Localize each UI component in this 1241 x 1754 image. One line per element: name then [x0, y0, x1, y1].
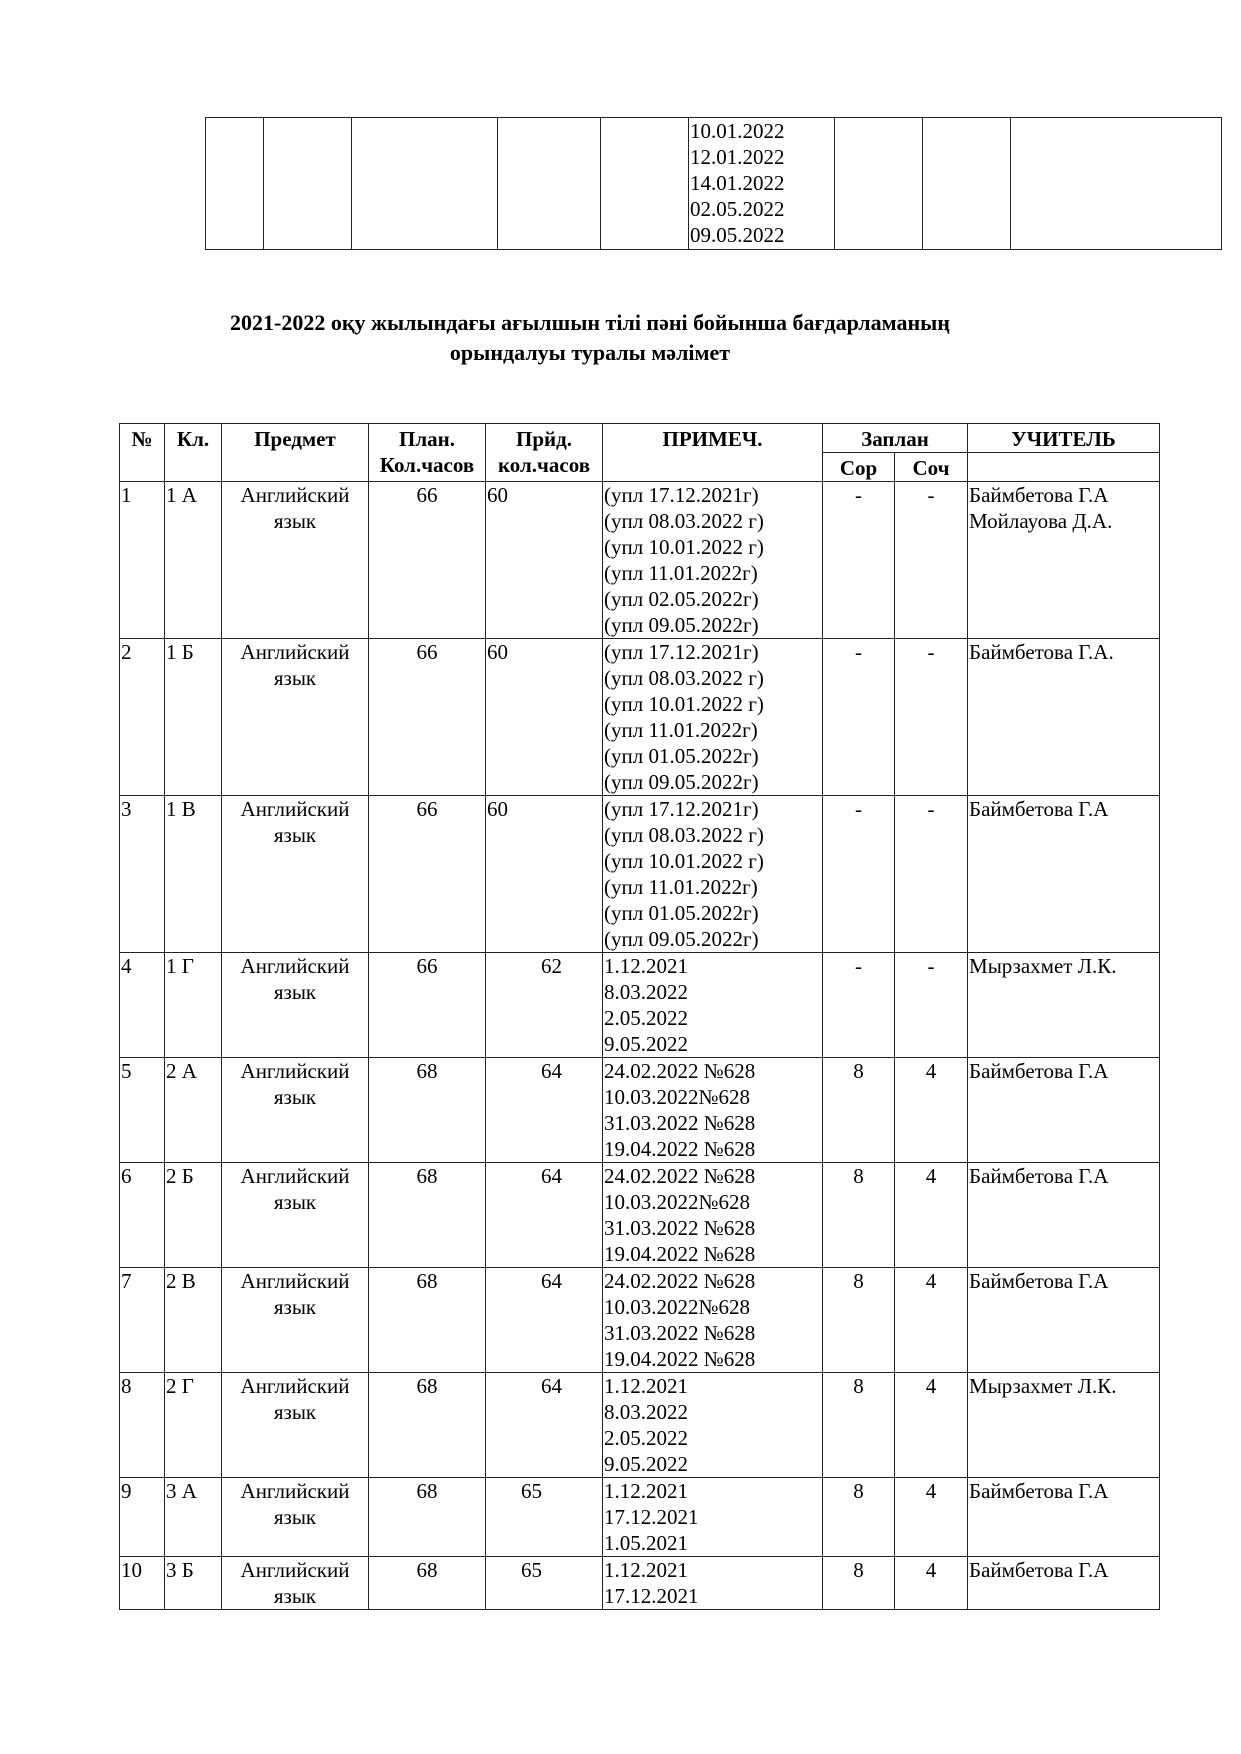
header-teacher-blank: [968, 453, 1160, 482]
note-line: 9.05.2022: [604, 1032, 688, 1056]
table-row: [120, 1163, 1160, 1268]
subject-line: язык: [273, 980, 317, 1004]
table-row: [206, 118, 1222, 250]
row-subject: [222, 1557, 369, 1610]
row-soch: 4: [895, 1557, 968, 1610]
subject-line: язык: [273, 666, 317, 690]
row-class: 2 Г: [165, 1373, 222, 1478]
row-note: [603, 482, 823, 639]
row-planned-hours: 68: [369, 1373, 486, 1478]
row-completed-hours: 60: [486, 796, 603, 953]
row-soch: -: [895, 482, 968, 639]
row-planned-hours: 68: [369, 1268, 486, 1373]
row-subject: [222, 1478, 369, 1557]
teacher-line: Баймбетова Г.А: [969, 483, 1109, 507]
subject-line: язык: [273, 1295, 317, 1319]
row-completed-hours: 60: [486, 639, 603, 796]
note-line: 1.12.2021: [604, 1558, 688, 1582]
row-planned-hours: 68: [369, 1557, 486, 1610]
note-line: 2.05.2022: [604, 1426, 688, 1450]
row-planned-hours: 66: [369, 639, 486, 796]
row-sor: 8: [823, 1478, 895, 1557]
row-class: 2 А: [165, 1058, 222, 1163]
subject-line: язык: [273, 1505, 317, 1529]
note-line: (упл 11.01.2022г): [604, 561, 758, 585]
subject-line: Английский: [240, 954, 350, 978]
row-soch: -: [895, 796, 968, 953]
note-line: 24.02.2022 №628: [604, 1269, 756, 1293]
note-line: 31.03.2022 №628: [604, 1216, 756, 1240]
row-note: [603, 1163, 823, 1268]
row-subject: [222, 796, 369, 953]
subject-line: язык: [273, 823, 317, 847]
table-cell: [264, 118, 352, 250]
table-row: [120, 1557, 1160, 1610]
subject-line: язык: [273, 1400, 317, 1424]
continued-table: [205, 117, 1222, 250]
note-line: 24.02.2022 №628: [604, 1059, 756, 1083]
row-class: 1 А: [165, 482, 222, 639]
note-line: 19.04.2022 №628: [604, 1242, 756, 1266]
subject-line: Английский: [240, 1059, 350, 1083]
row-number: 10: [120, 1557, 165, 1610]
note-line: (упл 17.12.2021г): [604, 483, 759, 507]
note-line: (упл 17.12.2021г): [604, 640, 759, 664]
table-cell: [206, 118, 264, 250]
teacher-line: Баймбетова Г.А: [969, 1059, 1109, 1083]
row-sor: 8: [823, 1557, 895, 1610]
table-row: [120, 1058, 1160, 1163]
row-subject: [222, 1058, 369, 1163]
note-line: 8.03.2022: [604, 980, 688, 1004]
date-line: 10.01.2022: [690, 119, 785, 143]
row-soch: 4: [895, 1373, 968, 1478]
table-row: [120, 1373, 1160, 1478]
teacher-line: Баймбетова Г.А: [969, 1269, 1109, 1293]
note-line: 1.05.2021: [604, 1531, 688, 1555]
row-soch: 4: [895, 1268, 968, 1373]
row-soch: 4: [895, 1478, 968, 1557]
row-class: 3 Б: [165, 1557, 222, 1610]
table-row: [120, 796, 1160, 953]
note-line: 10.03.2022№628: [604, 1295, 751, 1319]
row-soch: 4: [895, 1058, 968, 1163]
header-num: №: [120, 424, 165, 482]
note-line: (упл 08.03.2022 г): [604, 666, 764, 690]
row-teacher: [968, 482, 1160, 639]
row-completed-hours: 64: [486, 1058, 603, 1163]
table-cell: [835, 118, 923, 250]
row-number: 6: [120, 1163, 165, 1268]
note-line: (упл 09.05.2022г): [604, 927, 759, 951]
note-line: (упл 10.01.2022 г): [604, 535, 764, 559]
row-note: [603, 1478, 823, 1557]
row-sor: -: [823, 639, 895, 796]
subject-line: Английский: [240, 640, 350, 664]
row-subject: [222, 639, 369, 796]
row-subject: [222, 953, 369, 1058]
note-line: (упл 01.05.2022г): [604, 744, 759, 768]
note-line: 8.03.2022: [604, 1400, 688, 1424]
row-soch: -: [895, 953, 968, 1058]
subject-line: Английский: [240, 797, 350, 821]
row-soch: 4: [895, 1163, 968, 1268]
row-number: 4: [120, 953, 165, 1058]
note-line: 10.03.2022№628: [604, 1085, 751, 1109]
row-teacher: [968, 1373, 1160, 1478]
row-completed-hours: 64: [486, 1163, 603, 1268]
header-soch: Соч: [895, 453, 968, 482]
row-note: [603, 639, 823, 796]
subject-line: язык: [273, 1190, 317, 1214]
note-line: 17.12.2021: [604, 1505, 699, 1529]
note-line: 2.05.2022: [604, 1006, 688, 1030]
row-sor: -: [823, 482, 895, 639]
row-planned-hours: 68: [369, 1163, 486, 1268]
row-class: 3 А: [165, 1478, 222, 1557]
table-row: [120, 639, 1160, 796]
document-title: [120, 308, 1060, 368]
table-cell: [498, 118, 601, 250]
table-row: [120, 953, 1160, 1058]
subject-line: Английский: [240, 1269, 350, 1293]
note-line: 1.12.2021: [604, 1479, 688, 1503]
row-completed-hours: 60: [486, 482, 603, 639]
row-sor: 8: [823, 1163, 895, 1268]
row-number: 5: [120, 1058, 165, 1163]
note-line: (упл 08.03.2022 г): [604, 509, 764, 533]
note-line: 31.03.2022 №628: [604, 1111, 756, 1135]
dates-cell: [689, 118, 835, 250]
table-row: [120, 482, 1160, 639]
teacher-line: Мырзахмет Л.К.: [969, 1374, 1117, 1398]
teacher-line: Баймбетова Г.А: [969, 1164, 1109, 1188]
header-subject: Предмет: [222, 424, 369, 482]
row-class: 2 Б: [165, 1163, 222, 1268]
note-line: 1.12.2021: [604, 1374, 688, 1398]
row-completed-hours: 64: [486, 1373, 603, 1478]
row-teacher: [968, 1058, 1160, 1163]
teacher-line: Баймбетова Г.А.: [969, 640, 1114, 664]
row-teacher: [968, 796, 1160, 953]
row-note: [603, 796, 823, 953]
row-completed-hours: 64: [486, 1268, 603, 1373]
row-class: 1 В: [165, 796, 222, 953]
header-sor: Сор: [823, 453, 895, 482]
row-completed-hours: 65: [486, 1557, 603, 1610]
note-line: 19.04.2022 №628: [604, 1347, 756, 1371]
note-line: 17.12.2021: [604, 1584, 699, 1608]
subject-line: Английский: [240, 1164, 350, 1188]
program-completion-table: [119, 423, 1160, 1610]
row-planned-hours: 68: [369, 1058, 486, 1163]
row-number: 9: [120, 1478, 165, 1557]
row-number: 1: [120, 482, 165, 639]
row-teacher: [968, 639, 1160, 796]
teacher-line: Баймбетова Г.А: [969, 1479, 1109, 1503]
row-sor: -: [823, 953, 895, 1058]
table-cell: [923, 118, 1011, 250]
header-note: ПРИМЕЧ.: [603, 424, 823, 482]
row-teacher: [968, 1163, 1160, 1268]
subject-line: Английский: [240, 1374, 350, 1398]
date-line: 09.05.2022: [690, 223, 785, 247]
row-subject: [222, 1268, 369, 1373]
header-class: Кл.: [165, 424, 222, 482]
note-line: 9.05.2022: [604, 1452, 688, 1476]
subject-line: Английский: [240, 483, 350, 507]
row-note: [603, 1268, 823, 1373]
table-row: [120, 1268, 1160, 1373]
note-line: 24.02.2022 №628: [604, 1164, 756, 1188]
date-line: 02.05.2022: [690, 197, 785, 221]
note-line: (упл 10.01.2022 г): [604, 692, 764, 716]
table-cell: [601, 118, 689, 250]
row-note: [603, 1058, 823, 1163]
table-body: [120, 482, 1160, 1610]
table-cell: [352, 118, 498, 250]
note-line: (упл 01.05.2022г): [604, 901, 759, 925]
row-sor: 8: [823, 1373, 895, 1478]
row-number: 8: [120, 1373, 165, 1478]
title-line-2: орындалуы туралы мәлімет: [449, 340, 731, 365]
row-note: [603, 1373, 823, 1478]
subject-line: язык: [273, 509, 317, 533]
header-completed-hours: Прйд. кол.часов: [486, 424, 603, 482]
header-row: [120, 424, 1160, 453]
subject-line: язык: [273, 1584, 317, 1608]
note-line: (упл 09.05.2022г): [604, 770, 759, 794]
row-planned-hours: 66: [369, 953, 486, 1058]
date-line: 14.01.2022: [690, 171, 785, 195]
note-line: 31.03.2022 №628: [604, 1321, 756, 1345]
row-subject: [222, 1373, 369, 1478]
subject-line: язык: [273, 1085, 317, 1109]
row-planned-hours: 66: [369, 796, 486, 953]
row-teacher: [968, 1557, 1160, 1610]
table-cell: [1011, 118, 1222, 250]
row-note: [603, 1557, 823, 1610]
header-teacher: УЧИТЕЛЬ: [968, 424, 1160, 453]
note-line: 19.04.2022 №628: [604, 1137, 756, 1161]
table-row: [120, 1478, 1160, 1557]
row-class: 2 В: [165, 1268, 222, 1373]
title-line-1: 2021-2022 оқу жылындағы ағылшын тілі пәні бойынша бағдарламаның: [230, 310, 950, 335]
header-zaplan: Заплан: [823, 424, 968, 453]
row-class: 1 Б: [165, 639, 222, 796]
teacher-line: Баймбетова Г.А: [969, 797, 1109, 821]
row-number: 7: [120, 1268, 165, 1373]
row-sor: -: [823, 796, 895, 953]
note-line: (упл 10.01.2022 г): [604, 849, 764, 873]
row-class: 1 Г: [165, 953, 222, 1058]
note-line: (упл 11.01.2022г): [604, 875, 758, 899]
row-number: 3: [120, 796, 165, 953]
row-subject: [222, 482, 369, 639]
row-completed-hours: 62: [486, 953, 603, 1058]
row-subject: [222, 1163, 369, 1268]
subject-line: Английский: [240, 1479, 350, 1503]
teacher-line: Баймбетова Г.А: [969, 1558, 1109, 1582]
row-number: 2: [120, 639, 165, 796]
row-note: [603, 953, 823, 1058]
row-sor: 8: [823, 1268, 895, 1373]
row-planned-hours: 68: [369, 1478, 486, 1557]
note-line: (упл 09.05.2022г): [604, 613, 759, 637]
row-teacher: [968, 953, 1160, 1058]
row-teacher: [968, 1478, 1160, 1557]
subject-line: Английский: [240, 1558, 350, 1582]
note-line: (упл 02.05.2022г): [604, 587, 759, 611]
teacher-line: Мойлауова Д.А.: [969, 509, 1113, 533]
row-sor: 8: [823, 1058, 895, 1163]
row-teacher: [968, 1268, 1160, 1373]
date-line: 12.01.2022: [690, 145, 785, 169]
note-line: 1.12.2021: [604, 954, 688, 978]
row-completed-hours: 65: [486, 1478, 603, 1557]
header-planned-hours: План. Кол.часов: [369, 424, 486, 482]
note-line: (упл 17.12.2021г): [604, 797, 759, 821]
note-line: 10.03.2022№628: [604, 1190, 751, 1214]
note-line: (упл 11.01.2022г): [604, 718, 758, 742]
note-line: (упл 08.03.2022 г): [604, 823, 764, 847]
teacher-line: Мырзахмет Л.К.: [969, 954, 1117, 978]
row-soch: -: [895, 639, 968, 796]
row-planned-hours: 66: [369, 482, 486, 639]
